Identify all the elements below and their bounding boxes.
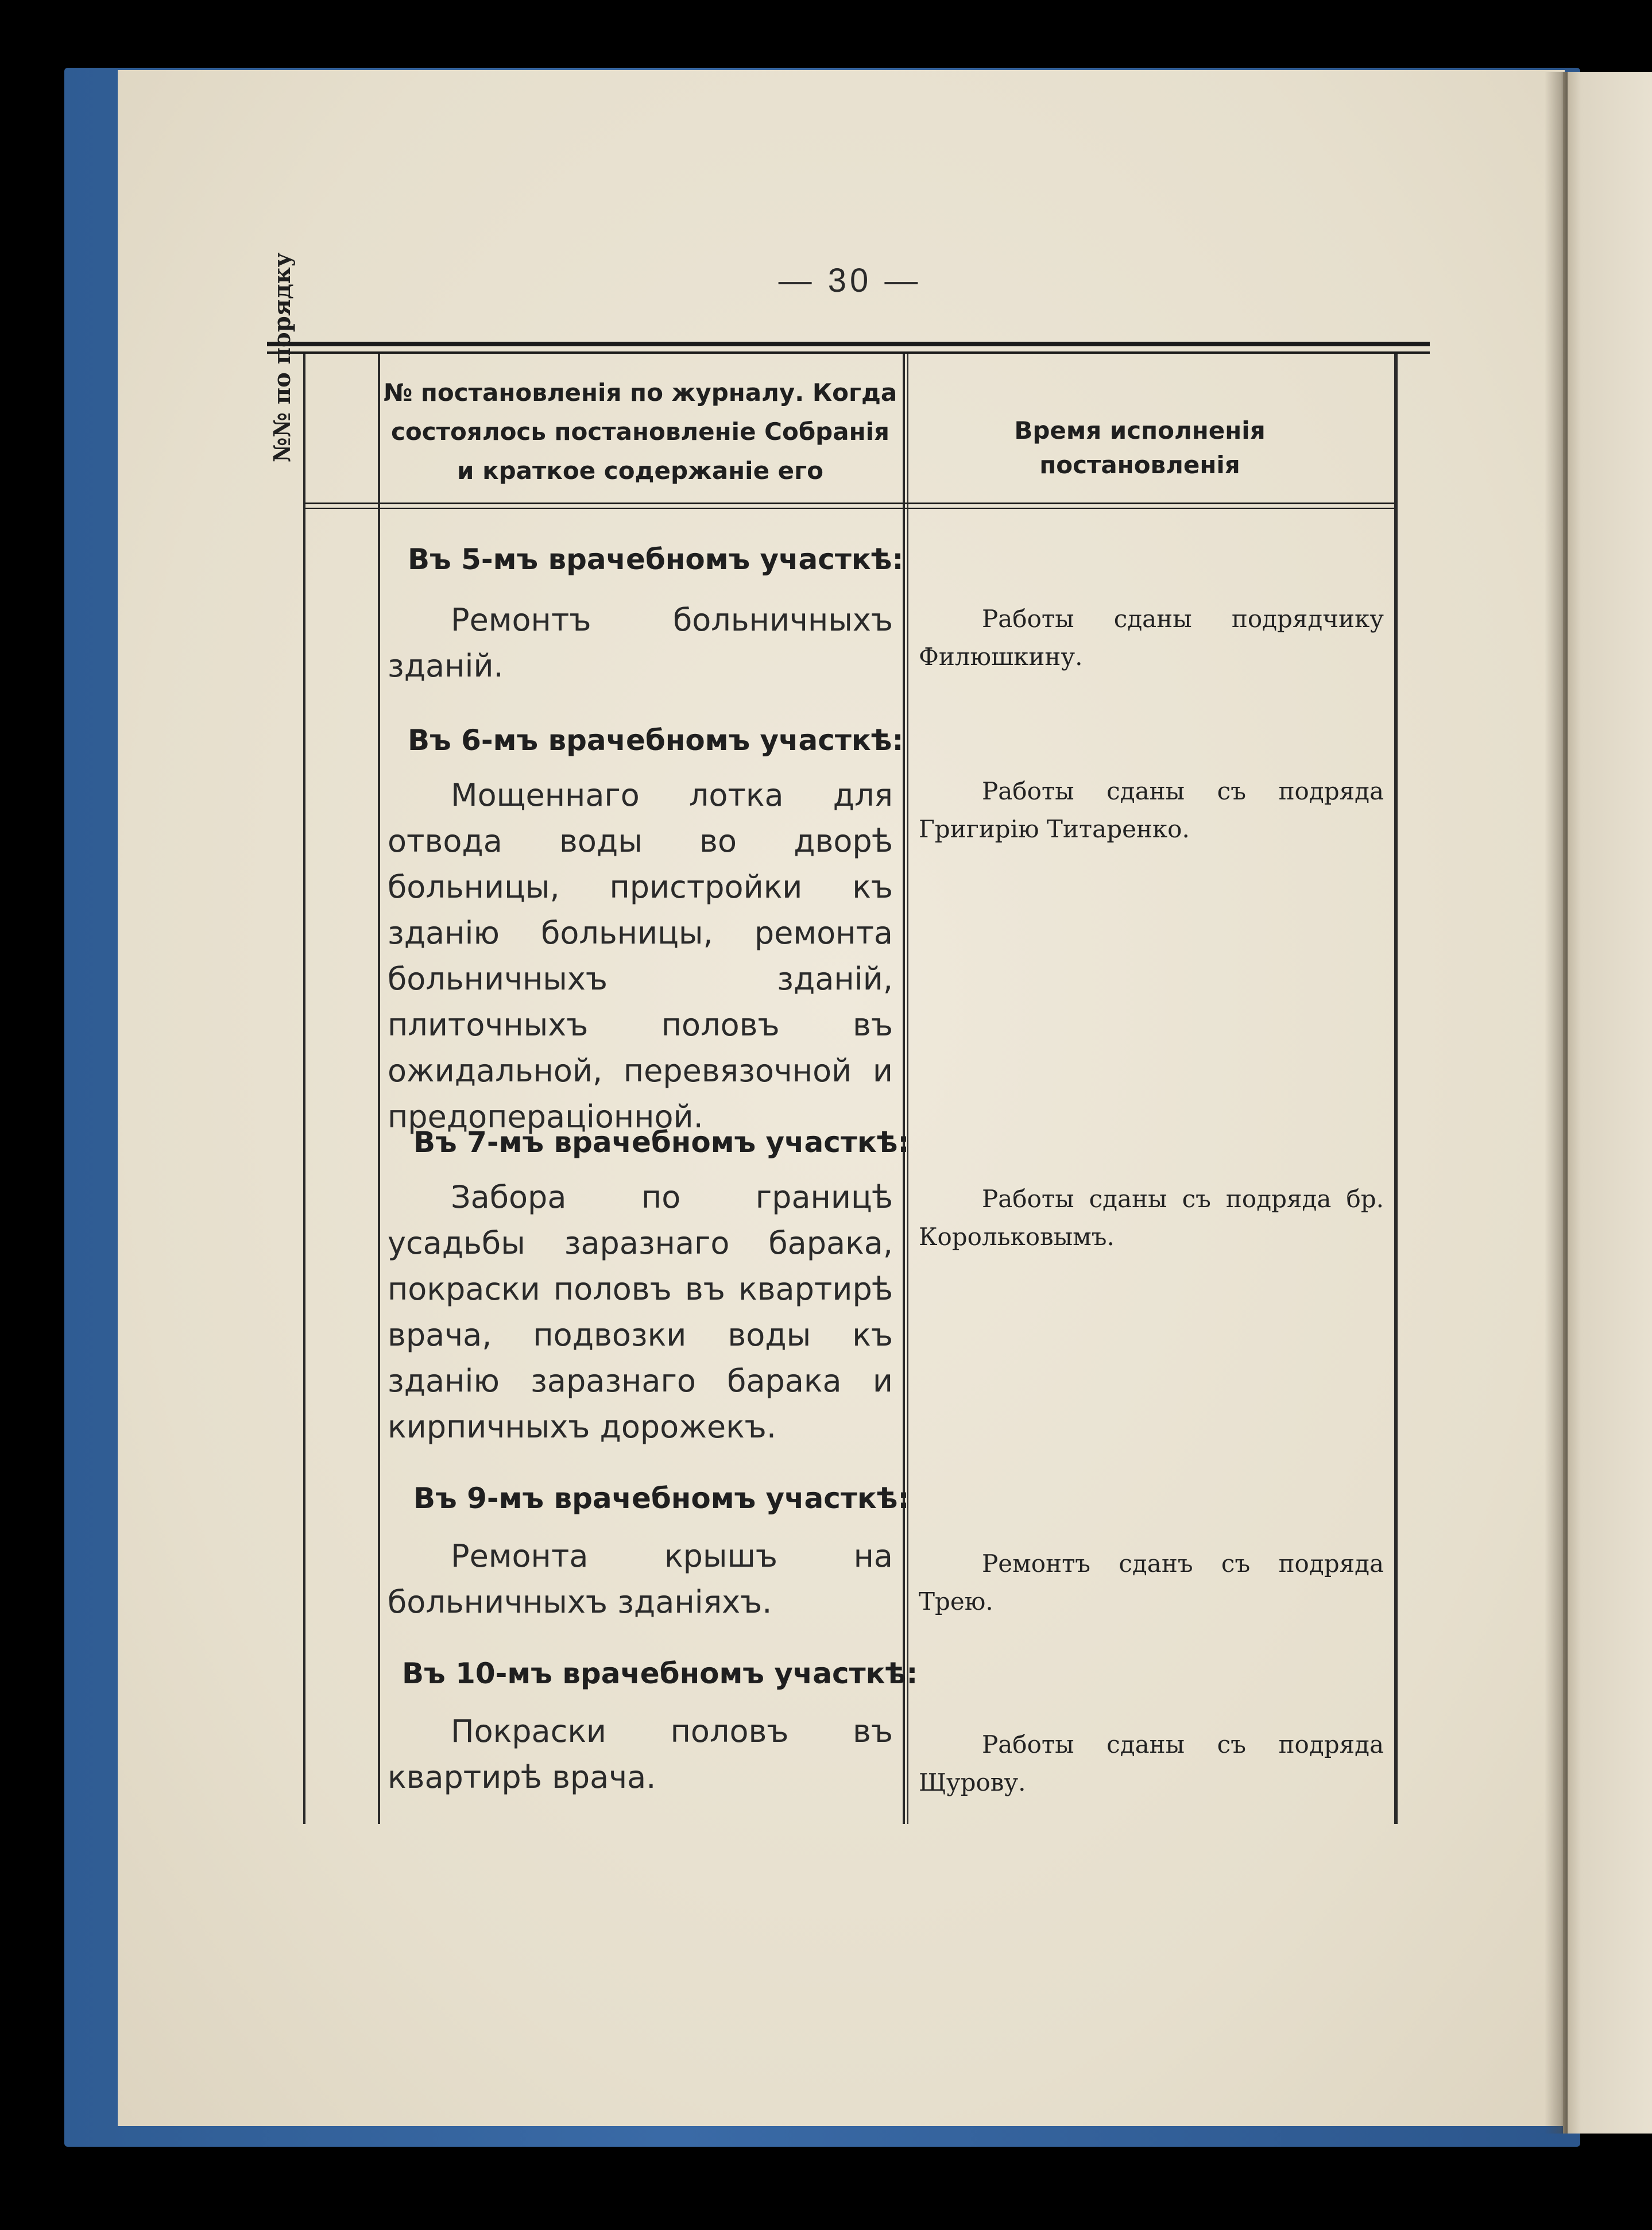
column-line-middle-2 — [907, 354, 908, 1824]
section-heading: Въ 6-мъ врачебномъ участкѣ: — [408, 724, 904, 757]
section-text: Ремонта крышъ на больничныхъ зданіяхъ. — [388, 1538, 893, 1620]
section-result: Работы сданы подрядчику Филюшкину. — [919, 605, 1384, 671]
section-result: Работы сданы съ подряда бр. Корольковымъ. — [919, 1185, 1384, 1251]
table-top-rule — [267, 342, 1430, 346]
header-bottom-rule — [304, 503, 1395, 504]
header-number-column — [270, 376, 304, 462]
section-heading: Въ 5-мъ врачебномъ участкѣ: — [408, 543, 904, 576]
page-gutter-shadow — [1545, 72, 1568, 2134]
section-text: Мощеннаго лотка для отвода воды во дворѣ больницы, пристройки къ зданію больницы, ремонта больничныхъ зданій, плиточныхъ половъ въ ожидальной, перевязочной и предопераціонной. — [388, 777, 893, 1135]
section-text: Забора по границѣ усадьбы заразнаго барака, покраски половъ въ квартирѣ врача, подвозки воды къ зданію заразнаго барака и кирпичныхъ дорожекъ. — [388, 1179, 893, 1445]
header-bottom-rule-2 — [304, 508, 1395, 509]
column-line-left — [303, 354, 305, 1824]
header-resolution-column: № постановленія по журналу. Когда состоялось постановленіе Собранія и краткое содержаніе его — [383, 378, 897, 485]
column-line-num — [378, 354, 380, 1824]
section-text: Покраски половъ въ квартирѣ врача. — [388, 1713, 893, 1795]
section-text: Ремонтъ больничныхъ зданій. — [388, 602, 893, 684]
table-top-rule-thin — [267, 351, 1430, 354]
section-heading: Въ 9-мъ врачебномъ участкѣ: — [413, 1482, 910, 1515]
section-heading: Въ 7-мъ врачебномъ участкѣ: — [413, 1126, 910, 1159]
page-number: — 30 — — [778, 262, 922, 299]
section-result: Работы сданы съ подряда Григирію Титаренко. — [919, 777, 1384, 843]
section-result: Работы сданы съ подряда Щурову. — [919, 1730, 1384, 1796]
column-line-right — [1394, 354, 1398, 1824]
section-result: Ремонтъ сданъ съ подряда Трею. — [919, 1549, 1384, 1616]
facing-page-edge — [1563, 72, 1652, 2134]
section-heading: Въ 10-мъ врачебномъ участкѣ: — [402, 1657, 918, 1690]
header-time-column: Время исполненія постановленія — [1014, 416, 1266, 479]
